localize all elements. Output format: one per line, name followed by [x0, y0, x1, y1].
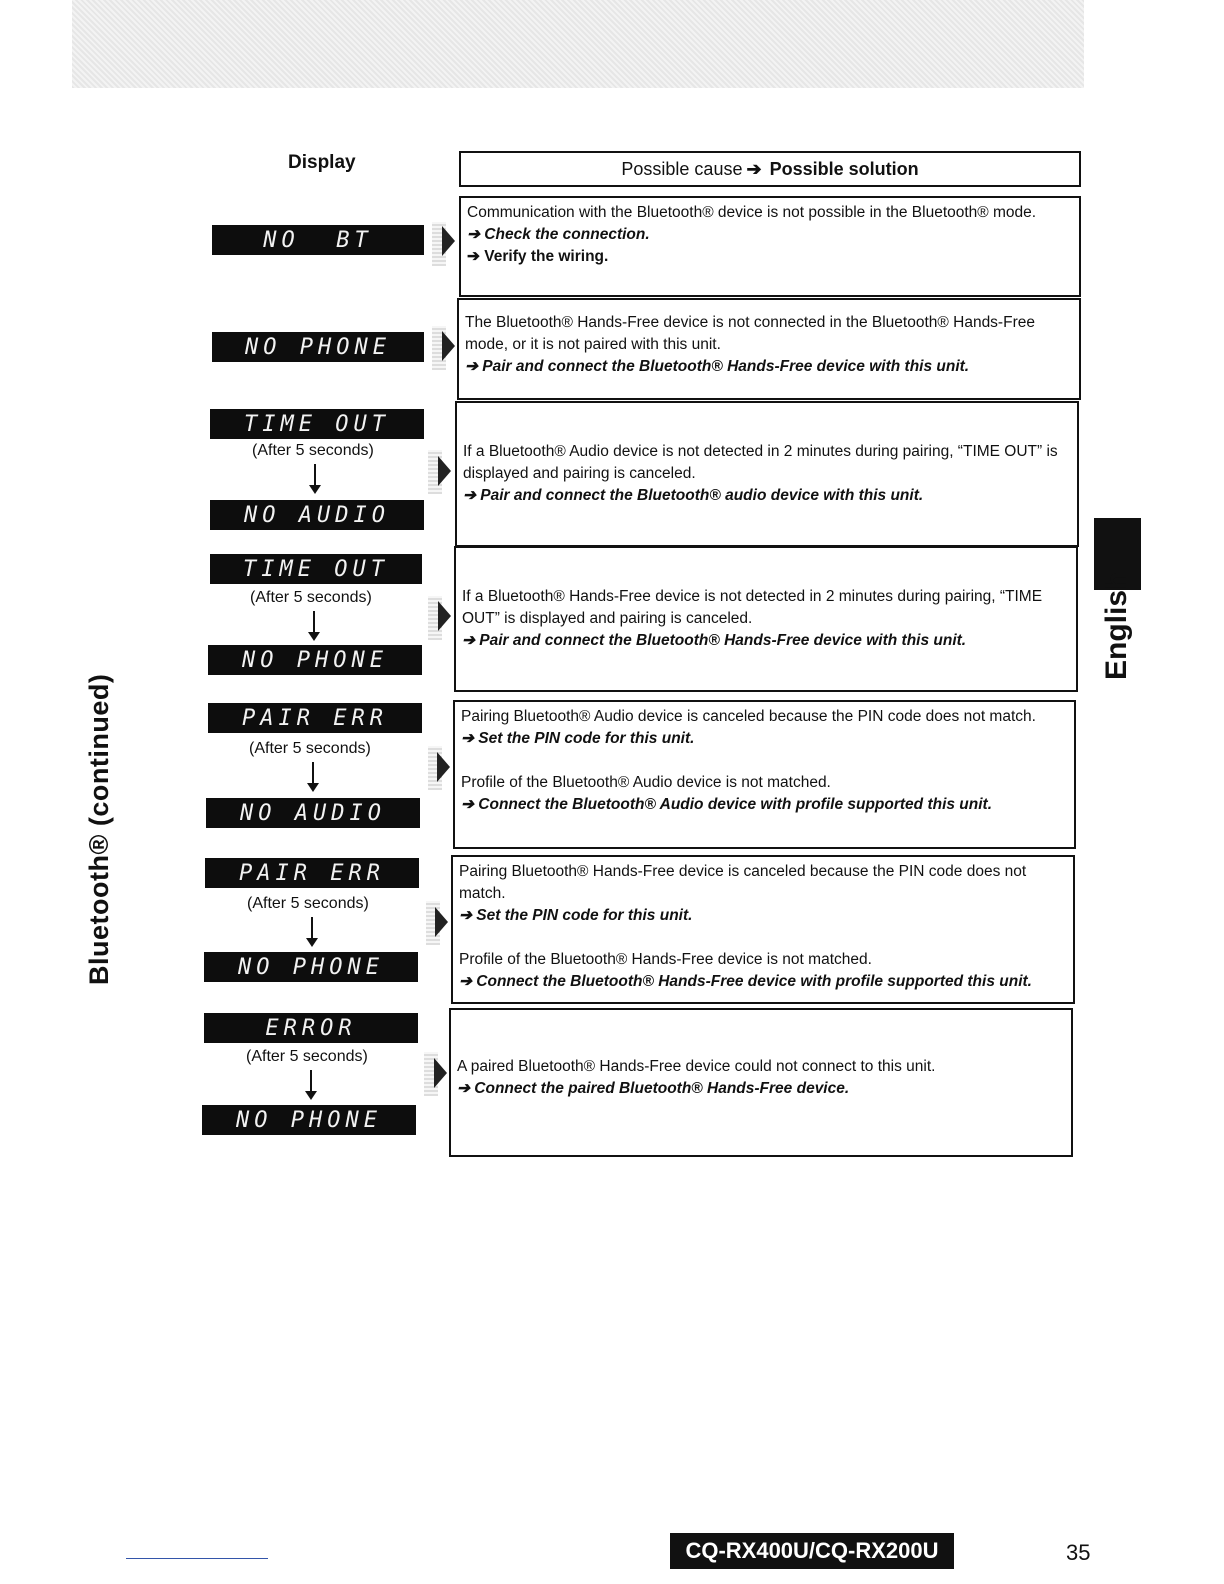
lcd-display: PAIR ERR: [205, 858, 419, 888]
lcd-display: NO PHONE: [212, 332, 424, 362]
cause-text: A paired Bluetooth® Hands-Free device could not connect to this unit.: [457, 1058, 936, 1075]
pointer-arrow-icon: [442, 331, 455, 361]
lcd-display: NO BT: [212, 225, 424, 255]
pointer-arrow-icon: [435, 907, 448, 937]
down-arrow-icon: [311, 917, 313, 943]
lcd-display: ERROR: [204, 1013, 418, 1043]
language-tab-label: English: [1100, 571, 1133, 680]
solution-text: ➔ Check the connection.: [467, 226, 650, 243]
solution-text: ➔ Pair and connect the Bluetooth® Hands-Free device with this unit.: [465, 358, 970, 375]
lcd-display: NO PHONE: [204, 952, 418, 982]
pointer-arrow-icon: [434, 1058, 447, 1088]
cause-text: Profile of the Bluetooth® Hands-Free device is not matched.: [459, 951, 872, 968]
cause-text: Profile of the Bluetooth® Audio device is not matched.: [461, 774, 831, 791]
lcd-display: PAIR ERR: [208, 703, 422, 733]
section-title: Bluetooth® (continued): [84, 673, 114, 985]
lcd-display: NO PHONE: [208, 645, 422, 675]
lcd-display: TIME OUT: [210, 409, 424, 439]
lcd-display: NO AUDIO: [210, 500, 424, 530]
down-arrow-icon: [314, 464, 316, 490]
solution-text: ➔ Connect the paired Bluetooth® Hands-Free device.: [457, 1080, 850, 1097]
cause-text: Communication with the Bluetooth® device is not possible in the Bluetooth® mode.: [467, 204, 1037, 221]
arrow-right-icon: ➔: [746, 158, 762, 179]
cause-text: The Bluetooth® Hands-Free device is not connected in the Bluetooth® Hands-Free mode, or it is not paired with this unit.: [465, 314, 1035, 353]
solution-text: ➔ Set the PIN code for this unit.: [459, 907, 693, 924]
pointer-arrow-icon: [442, 226, 455, 256]
lcd-display: NO PHONE: [202, 1105, 416, 1135]
lcd-display: TIME OUT: [210, 554, 422, 584]
column-header-display: Display: [288, 152, 356, 173]
after-label: (After 5 seconds): [246, 1048, 368, 1065]
down-arrow-icon: [313, 611, 315, 637]
solution-box: [453, 700, 1076, 849]
cause-text: Pairing Bluetooth® Audio device is canceled because the PIN code does not match.: [461, 708, 1036, 725]
solution-text: ➔ Connect the Bluetooth® Audio device with profile supported this unit.: [461, 796, 993, 813]
solution-text: ➔ Set the PIN code for this unit.: [461, 730, 695, 747]
page-number: 35: [1066, 1540, 1091, 1565]
pointer-arrow-icon: [438, 601, 451, 631]
solution-box: [457, 298, 1081, 400]
after-label: (After 5 seconds): [252, 442, 374, 459]
solution-text: ➔ Verify the wiring.: [467, 248, 609, 265]
solution-text: ➔ Pair and connect the Bluetooth® Hands-Free device with this unit.: [462, 632, 967, 649]
cause-text: If a Bluetooth® Audio device is not detected in 2 minutes during pairing, “TIME OUT” is displayed and pairing is canceled.: [463, 443, 1058, 482]
after-label: (After 5 seconds): [249, 740, 371, 757]
down-arrow-icon: [312, 762, 314, 788]
model-badge: CQ-RX400U/CQ-RX200U: [670, 1533, 954, 1569]
solution-box: [451, 855, 1075, 1004]
solution-box: [449, 1008, 1073, 1157]
header-solution-text: Possible solution: [769, 158, 919, 179]
solution-text: ➔ Connect the Bluetooth® Hands-Free device with profile supported this unit.: [459, 973, 1032, 990]
after-label: (After 5 seconds): [250, 589, 372, 606]
solution-text: ➔ Pair and connect the Bluetooth® audio device with this unit.: [463, 487, 924, 504]
footer-rule: [126, 1558, 268, 1559]
after-label: (After 5 seconds): [247, 895, 369, 912]
solution-box: [459, 196, 1081, 297]
header-band: [72, 0, 1084, 88]
solution-box: [454, 546, 1078, 692]
header-cause-text: Possible cause: [621, 158, 743, 179]
down-arrow-icon: [310, 1070, 312, 1096]
pointer-arrow-icon: [437, 752, 450, 782]
column-header-cause: [459, 151, 1081, 187]
pointer-arrow-icon: [438, 456, 451, 486]
cause-text: If a Bluetooth® Hands-Free device is not detected in 2 minutes during pairing, “TIME OUT” is displayed and pairing is canceled.: [462, 588, 1043, 627]
cause-text: Pairing Bluetooth® Hands-Free device is canceled because the PIN code does not match.: [459, 863, 1027, 902]
solution-box: [455, 401, 1079, 547]
lcd-display: NO AUDIO: [206, 798, 420, 828]
